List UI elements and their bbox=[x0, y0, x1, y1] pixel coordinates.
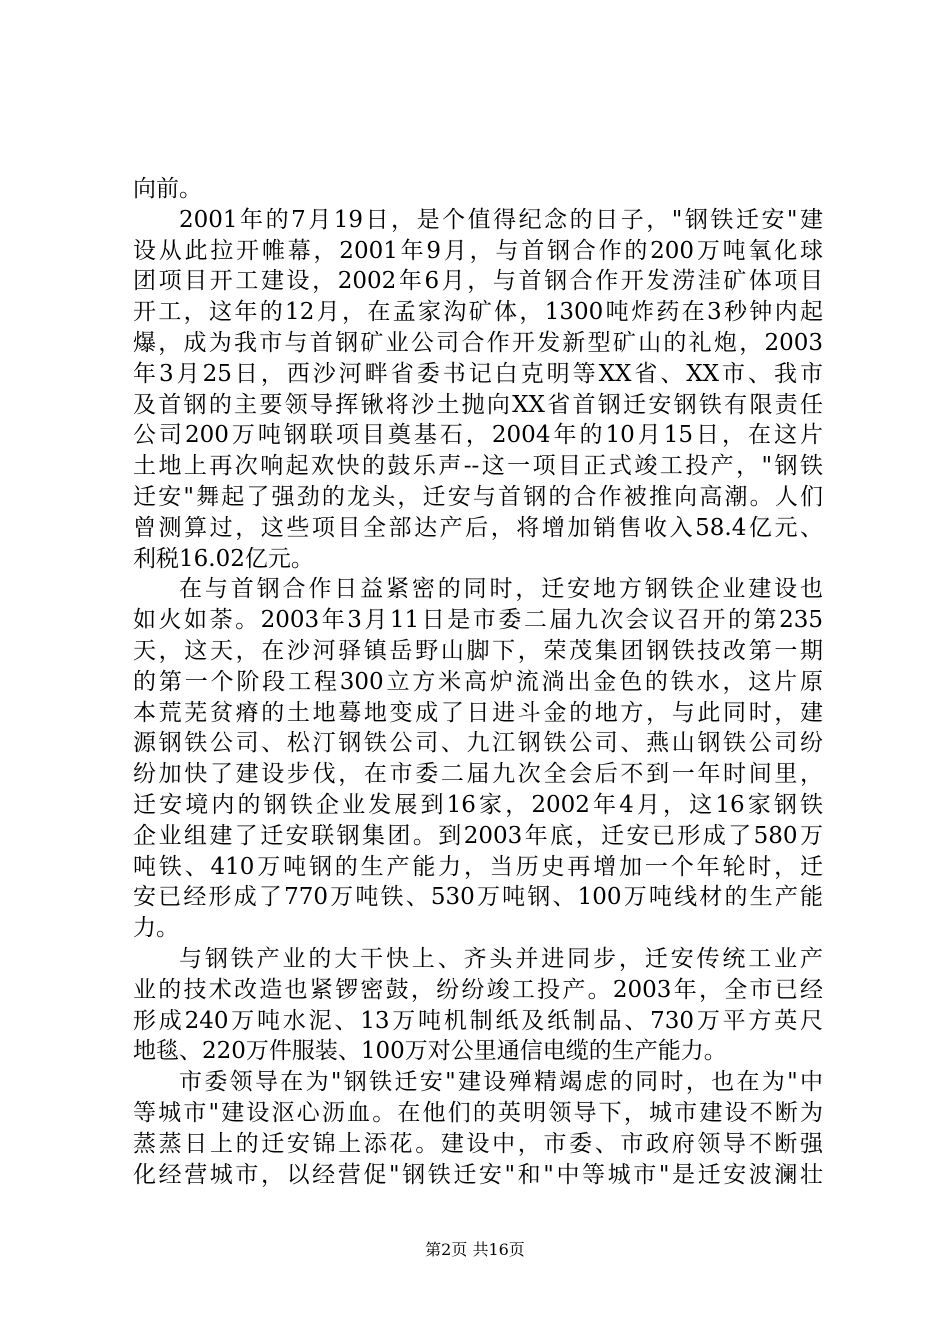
text-line: 向前。 bbox=[133, 176, 202, 202]
text-line: 的第一个阶段工程300立方米高炉流淌出金色的铁水，这片原 bbox=[133, 668, 823, 695]
text-line: 开工，这年的12月，在孟家沟矿体，1300吨炸药在3秒钟内起 bbox=[133, 299, 823, 326]
paragraph-first-line: 市委领导在为"钢铁迁安"建设殚精竭虑的同时，也在为"中 bbox=[179, 1069, 823, 1096]
text-line: 爆，成为我市与首钢矿业公司合作开发新型矿山的礼炮，2003 bbox=[133, 329, 823, 356]
text-line: 设从此拉开帷幕，2001年9月，与首钢合作的200万吨氧化球 bbox=[133, 237, 823, 264]
page-number-footer: 第2页 共16页 bbox=[425, 1240, 525, 1259]
paragraph-first-line: 与钢铁产业的大干快上、齐头并进同步，迁安传统工业产 bbox=[179, 945, 823, 972]
text-line: 企业组建了迁安联钢集团。到2003年底，迁安已形成了580万 bbox=[133, 822, 823, 849]
text-line: 化经营城市，以经营促"钢铁迁安"和"中等城市"是迁安波澜壮 bbox=[133, 1161, 823, 1188]
text-line: 等城市"建设沤心沥血。在他们的英明领导下，城市建设不断为 bbox=[133, 1099, 823, 1126]
text-line: 如火如荼。2003年3月11日是市委二届九次会议召开的第235 bbox=[133, 607, 823, 634]
text-line: 利税16.02亿元。 bbox=[133, 545, 314, 572]
text-line: 本荒芜贫瘠的土地蓦地变成了日进斗金的地方，与此同时，建 bbox=[133, 699, 823, 726]
text-line: 力。 bbox=[133, 915, 179, 942]
text-line: 天，这天，在沙河驿镇岳野山脚下，荣茂集团钢铁技改第一期 bbox=[133, 637, 823, 664]
text-line: 迁安境内的钢铁企业发展到16家，2002年4月，这16家钢铁 bbox=[133, 791, 823, 818]
paragraph-first-line: 2001年的7月19日，是个值得纪念的日子，"钢铁迁安"建 bbox=[179, 206, 823, 233]
text-line: 形成240万吨水泥、13万吨机制纸及纸制品、730万平方英尺 bbox=[133, 1007, 823, 1034]
paragraph-first-line: 在与首钢合作日益紧密的同时，迁安地方钢铁企业建设也 bbox=[179, 576, 823, 603]
text-line: 源钢铁公司、松汀钢铁公司、九江钢铁公司、燕山钢铁公司纷 bbox=[133, 730, 823, 757]
text-line: 迁安"舞起了强劲的龙头，迁安与首钢的合作被推向高潮。人们 bbox=[133, 483, 823, 510]
text-line: 吨铁、410万吨钢的生产能力，当历史再增加一个年轮时，迁 bbox=[133, 853, 823, 880]
text-line: 业的技术改造也紧锣密鼓，纷纷竣工投产。2003年，全市已经 bbox=[133, 976, 823, 1003]
text-line: 年3月25日，西沙河畔省委书记白克明等XX省、XX市、我市 bbox=[133, 360, 823, 387]
text-line: 纷加快了建设步伐，在市委二届九次全会后不到一年时间里， bbox=[133, 761, 823, 788]
text-line: 土地上再次响起欢快的鼓乐声--这一项目正式竣工投产，"钢铁 bbox=[133, 453, 823, 480]
text-line: 曾测算过，这些项目全部达产后，将增加销售收入58.4亿元、 bbox=[133, 514, 823, 541]
text-line: 团项目开工建设，2002年6月，与首钢合作开发涝洼矿体项目 bbox=[133, 268, 823, 295]
text-line: 公司200万吨钢联项目奠基石，2004年的10月15日，在这片 bbox=[133, 422, 823, 449]
text-line: 蒸蒸日上的迁安锦上添花。建设中，市委、市政府领导不断强 bbox=[133, 1130, 823, 1157]
document-body bbox=[133, 174, 823, 1190]
text-line: 地毯、220万件服装、100万对公里通信电缆的生产能力。 bbox=[133, 1038, 727, 1065]
text-line: 及首钢的主要领导挥锹将沙土抛向XX省首钢迁安钢铁有限责任 bbox=[133, 391, 823, 418]
text-line: 安已经形成了770万吨铁、530万吨钢、100万吨线材的生产能 bbox=[133, 884, 823, 911]
